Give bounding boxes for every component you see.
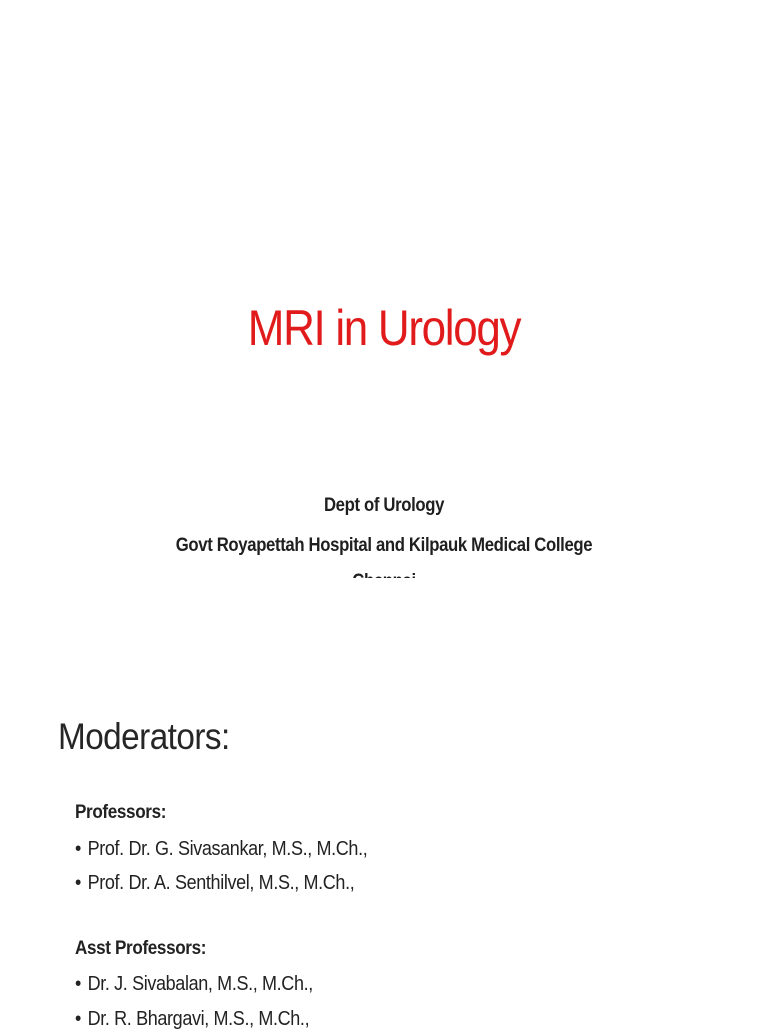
moderator-name: Prof. Dr. A. Senthilvel, M.S., M.Ch., xyxy=(87,872,355,894)
department-label: Dept of Urology xyxy=(323,495,445,516)
moderator-name: Dr. R. Bhargavi, M.S., M.Ch., xyxy=(87,1008,310,1030)
moderators-heading: Moderators: xyxy=(58,716,230,757)
presentation-title: MRI in Urology xyxy=(247,300,521,356)
list-item xyxy=(75,971,313,997)
bullet-icon: • xyxy=(75,838,81,860)
list-item xyxy=(75,836,367,862)
moderators-slide xyxy=(0,578,768,1030)
list-item xyxy=(75,1006,309,1032)
bullet-icon: • xyxy=(75,973,81,995)
bullet-icon: • xyxy=(75,872,81,894)
institution-label: Govt Royapettah Hospital and Kilpauk Medical College xyxy=(175,535,593,556)
professors-heading: Professors: xyxy=(75,802,167,823)
asst-professors-heading: Asst Professors: xyxy=(75,938,207,959)
moderator-name: Dr. J. Sivabalan, M.S., M.Ch., xyxy=(87,973,313,995)
moderator-name: Prof. Dr. G. Sivasankar, M.S., M.Ch., xyxy=(87,838,368,860)
bullet-icon: • xyxy=(75,1008,81,1030)
list-item xyxy=(75,870,354,896)
